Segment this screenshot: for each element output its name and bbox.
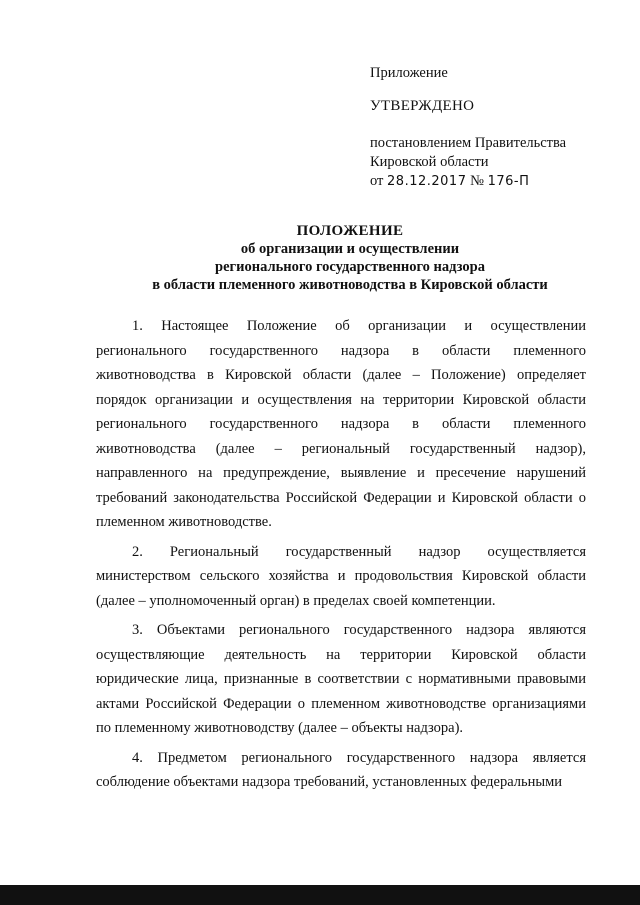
title-line-2: об организации и осуществлении	[240, 241, 460, 257]
document-body	[96, 314, 586, 800]
resolution-line: постановлением Правительства	[370, 135, 567, 151]
handwritten-number: 176-П	[487, 174, 530, 189]
approval-block	[370, 64, 620, 191]
paragraph-4: 4. Предметом регионального государственного надзора является соблюдение объектами надзора требований, установленных федеральными	[96, 749, 586, 790]
region-line: Кировской области	[370, 154, 489, 170]
document-title	[60, 222, 640, 294]
title-line-4: в области племенного животноводства в Кировской области	[152, 277, 548, 293]
number-sign: №	[470, 173, 484, 189]
date-prefix: от	[370, 173, 384, 189]
handwritten-date: 28.12.2017	[387, 174, 467, 189]
title-line-1: ПОЛОЖЕНИЕ	[296, 223, 404, 239]
appendix-label: Приложение	[370, 65, 448, 81]
date-number-line	[370, 172, 620, 191]
approved-stamp-text: УТВЕРЖДЕНО	[370, 98, 475, 114]
paragraph-1: 1. Настоящее Положение об организации и осуществлении регионального государственного надзора в области племенного животноводства в Кировской области (далее – Положение) определяет порядок организации и осуществления на территории Кировской области регионального государственного надзора в области племенного животноводства (далее – региональный государственный надзор), направленного на предупреждение, выявление и пресечение нарушений требований законодательства Российской Федерации и Кировской области о племенном животноводстве.	[96, 318, 586, 530]
paragraph-2: 2. Региональный государственный надзор осуществляется министерством сельского хозяйства и продовольствия Кировской области (далее – уполномоченный орган) в пределах своей компетенции.	[96, 543, 586, 609]
scan-bottom-edge	[0, 885, 640, 905]
title-line-3: регионального государственного надзора	[215, 259, 485, 275]
paragraph-3: 3. Объектами регионального государственного надзора являются осуществляющие деятельность на территории Кировской области юридические лица, признанные в соответствии с нормативными правовыми актами Российской Федерации о племенном животноводстве организациями по племенному животноводству (далее – объекты надзора).	[96, 622, 586, 736]
